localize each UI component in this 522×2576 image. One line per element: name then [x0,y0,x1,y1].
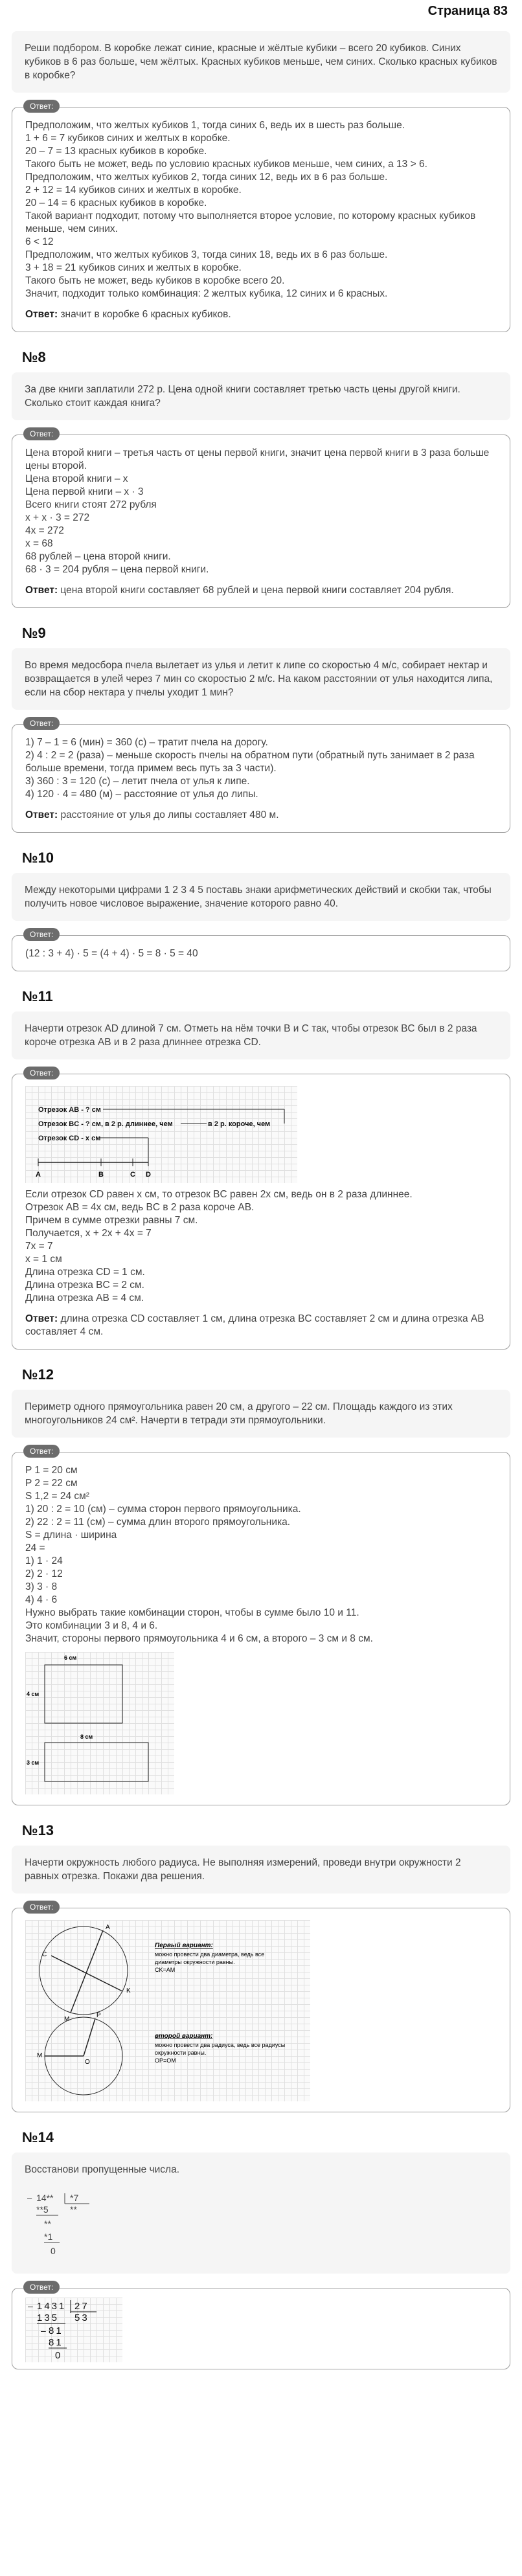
task-number: №12 [22,1366,54,1383]
point-c: C [130,1171,135,1179]
answer-badge: Ответ: [23,717,60,730]
final-text: длина отрезка CD составляет 1 см, длина отрезка BC составляет 2 см и длина отрезка AB составляет 4 см. [25,1313,484,1337]
answer-box [12,107,510,332]
puzzle-step3: *1 [44,2231,53,2242]
variant-1-text: CK=AM [155,1967,176,1973]
division-puzzle [25,2188,154,2259]
answer-line: Длина отрезка BC = 2 см. [25,1280,144,1291]
answer-line: Отрезок AB = 4x см, ведь BC в 2 раза короче AB. [25,1202,255,1213]
answer-line: 7x = 7 [25,1241,53,1252]
rect1-width-label: 6 см [64,1655,77,1661]
answer-line: (12 : 3 + 4) · 5 = (4 + 4) · 5 = 8 · 5 = 40 [25,948,198,959]
answer-line: x = 68 [25,538,53,549]
final-text: расстояние от улья до липы составляет 480 м. [58,809,279,820]
answer-line: 4) 120 · 4 = 480 (м) – расстояние от улья до липы. [25,789,258,800]
task-10-answer [12,930,510,971]
answer-line: 1) 20 : 2 = 10 (см) – сумма сторон первого прямоугольника. [25,1504,301,1515]
rectangle-1 [45,1665,122,1723]
answer-line: 4) 4 · 6 [25,1594,58,1605]
task-11 [0,988,522,1350]
answer-box [12,435,510,608]
circles-drawing [25,1920,310,2101]
rectangles-drawing [25,1652,174,1794]
answer-badge: Ответ: [23,1901,60,1914]
task-11-answer [12,1068,510,1350]
answer-line: P 2 = 22 см [25,1478,78,1489]
answer-line: 68 · 3 = 204 рубля – цена первой книги. [25,564,209,575]
solution-divisor: 27 [74,2301,89,2312]
division-solution [25,2298,122,2362]
variant-2-text: окружности равны. [155,2050,207,2056]
answer-box [12,724,510,833]
answer-line: 24 = [25,1542,45,1554]
task-8-statement: За две книги заплатили 272 р. Цена одной книги составляет третью часть цены другой книги. Сколько стоит каждая книга? [12,372,510,420]
answer-line: Предположим, что желтых кубиков 1, тогда синих 6, ведь их в шесть раз больше. [25,120,405,131]
task-7-answer [12,102,510,332]
task-12-answer [12,1447,510,1805]
task-14-text: Восстанови пропущенные числа. [25,2164,180,2175]
answer-line: 3) 3 · 8 [25,1581,58,1592]
final-answer [25,809,497,822]
puzzle-step1: **5 [36,2204,49,2215]
bc-label-2: в 2 р. короче, чем [208,1120,271,1128]
answer-line: Такого быть не может, ведь кубиков в коробке всего 20. [25,275,285,286]
answer-line: Значит, стороны первого прямоугольника 4 и 6 см, а второго – 3 см и 8 см. [25,1633,373,1644]
answer-line: Предположим, что желтых кубиков 3, тогда синих 18, ведь их в 6 раз больше. [25,249,388,260]
puzzle-quotient: ** [70,2204,77,2215]
answer-box [12,1452,510,1805]
task-14 [0,2129,522,2369]
answer-line: 1 + 6 = 7 кубиков синих и желтых в коробке. [25,133,231,144]
page-title: Страница 83 [427,4,508,18]
task-number: №14 [22,2129,54,2145]
answer-line: 1) 1 · 24 [25,1555,63,1566]
svg-text:–: – [28,2301,33,2311]
task-number: №9 [22,625,46,641]
final-answer [25,1313,497,1339]
variant-1-text: можно провести два диаметра, ведь все [155,1951,265,1958]
variant-2-text: можно провести два радиуса, ведь все радиусы [155,2042,286,2048]
answer-line: Всего книги стоят 272 рубля [25,499,157,510]
puzzle-rest: 0 [51,2246,56,2256]
final-answer [25,584,497,597]
point-a: A [36,1171,41,1179]
solution-step2: 81 [49,2325,63,2336]
answer-line: 2) 2 · 12 [25,1568,63,1579]
answer-line: P 1 = 20 см [25,1465,78,1476]
cd-label: Отрезок CD - x см [38,1135,101,1142]
answer-line: Это комбинации 3 и 8, 4 и 6. [25,1620,158,1631]
answer-line: Причем в сумме отрезки равны 7 см. [25,1215,198,1226]
task-number: №11 [22,988,53,1004]
task-number: №8 [22,349,46,365]
ab-label: Отрезок AB - ? см [38,1106,101,1114]
variant-2-text: OP=OM [155,2057,176,2064]
point-m: M [64,2016,70,2023]
task-number: №10 [22,850,54,866]
final-text: цена второй книги составляет 68 рублей и цена первой книги составляет 204 рубля. [58,585,454,596]
task-14-answer [12,2283,510,2369]
page-header [0,0,522,28]
answer-line: Цена второй книги – x [25,473,128,484]
rect2-width-label: 8 см [80,1734,93,1740]
task-14-statement [12,2152,510,2274]
answer-line: Получается, x + 2x + 4x = 7 [25,1228,152,1239]
answer-badge: Ответ: [23,1445,60,1458]
task-13-statement: Начерти окружность любого радиуса. Не выполняя измерений, проведи внутри окружности 2 равных отрезка. Покажи два решения. [12,1846,510,1893]
final-text: значит в коробке 6 красных кубиков. [58,309,231,320]
solution-step1: 135 [37,2312,60,2323]
answer-line: Такой вариант подходит, потому что выполняется второе условие, по которому красных кубиков меньше, чем синих. [25,210,479,234]
task-8-answer [12,429,510,608]
task-12 [0,1366,522,1805]
task-9-answer [12,719,510,833]
point-p: P [96,2012,101,2019]
solution-rest: 0 [55,2350,61,2361]
task-7 [0,31,522,332]
solution-quotient: 53 [74,2312,89,2323]
circles-figure [25,1920,310,2101]
segment-figure [25,1086,297,1183]
answer-box [12,1074,510,1350]
answer-line: 4x = 272 [25,525,64,536]
task-8 [0,349,522,608]
bc-label: Отрезок BC - ? см, в 2 р. длиннее, чем [38,1120,173,1128]
point-k: K [126,1987,131,1994]
point-b: B [98,1171,104,1179]
answer-line: 2) 22 : 2 = 11 (см) – сумма длин второго прямоугольника. [25,1517,291,1528]
answer-box [12,935,510,971]
final-label: Ответ: [25,1313,58,1324]
final-label: Ответ: [25,809,58,820]
final-label: Ответ: [25,585,58,596]
answer-line: Длина отрезка AB = 4 см. [25,1293,144,1304]
diameter-am [71,1930,103,2013]
answer-badge: Ответ: [23,928,60,941]
rect1-height-label: 4 см [27,1691,40,1697]
answer-line: 2) 4 : 2 = 2 (раза) – меньше скорость пчелы на обратном пути (обратный путь занимает в 2 раза больше времени, тогда примем весь путь за 3 части). [25,750,477,774]
answer-badge: Ответ: [23,100,60,113]
answer-line: Такого быть не может, ведь по условию красных кубиков меньше, чем синих, а 13 > 6. [25,159,427,170]
answer-line: Нужно выбрать такие комбинации сторон, чтобы в сумме было 10 и 11. [25,1607,359,1618]
task-11-statement: Начерти отрезок AD длиной 7 см. Отметь на нём точки B и C так, чтобы отрезок BC был в 2 раза короче отрезка AB и в 2 раза длиннее отрезка CD. [12,1011,510,1059]
answer-line: 20 – 14 = 6 красных кубиков в коробке. [25,198,207,209]
answer-line: 3) 360 : 3 = 120 (с) – летит пчела от улья к липе. [25,776,250,787]
svg-text:–: – [41,2325,46,2336]
answer-line: 6 < 12 [25,236,54,247]
rect2-height-label: 3 см [27,1759,40,1766]
task-10 [0,850,522,971]
solution-step3: 81 [49,2337,63,2348]
task-13 [0,1822,522,2112]
task-13-answer [12,1903,510,2112]
answer-line: Если отрезок CD равен x см, то отрезок BC равен 2x см, ведь он в 2 раза длиннее. [25,1189,413,1200]
point-o: O [85,2059,90,2066]
task-9-statement: Во время медосбора пчела вылетает из улья и летит к липе со скоростью 4 м/с, собирает нектар и возвращается в улей через 7 мин со скоростью 2 м/с. На каком расстоянии от улья находится липа, если на сбор нектара у пчелы уходит 1 мин? [12,648,510,710]
answer-line: x = 1 см [25,1254,62,1265]
answer-line: Значит, подходит только комбинация: 2 желтых кубика, 12 синих и 6 красных. [25,288,388,299]
answer-badge: Ответ: [23,427,60,440]
rectangle-2 [45,1743,148,1781]
task-7-statement: Реши подбором. В коробке лежат синие, красные и жёлтые кубики – всего 20 кубиков. Синих кубиков в 6 раз больше, чем жёлтых. Красных кубиков меньше, чем синих. Сколько красных кубиков в коробке? [12,31,510,93]
answer-badge: Ответ: [23,2281,60,2294]
answer-line: S = длина · ширина [25,1530,117,1541]
answer-line: Предположим, что желтых кубиков 2, тогда синих 12, ведь их в 6 раз больше. [25,172,388,183]
variant-1-text: диаметры окружности равны. [155,1959,235,1965]
task-10-statement: Между некоторыми цифрами 1 2 3 4 5 поставь знаки арифметических действий и скобки так, чтобы получить новое числовое выражение, значение которого равно 40. [12,873,510,921]
task-12-statement: Периметр одного прямоугольника равен 20 см, а другого – 22 см. Площадь каждого из этих многоугольников 24 см². Начерти в тетради эти прямоугольники. [12,1390,510,1438]
answer-line: Цена второй книги – третья часть от цены первой книги, значит цена первой книги в 3 раза больше цены второй. [25,447,492,471]
answer-line: 3 + 18 = 21 кубиков синих и желтых в коробке. [25,262,242,273]
task-9 [0,625,522,833]
variant-2-title: второй вариант: [155,2033,213,2040]
answer-line: 2 + 12 = 14 кубиков синих и желтых в коробке. [25,185,242,196]
puzzle-divisor: *7 [70,2193,79,2203]
variant-1-title: Первый вариант: [155,1942,213,1949]
segment-drawing [25,1086,297,1183]
final-label: Ответ: [25,309,58,320]
division-solution-drawing [25,2298,122,2362]
final-answer [25,308,497,321]
puzzle-step2: ** [44,2219,51,2229]
point-d: D [146,1171,151,1179]
rectangles-figure [25,1652,174,1794]
point-a: A [106,1924,110,1931]
answer-line: 68 рублей – цена второй книги. [25,551,171,562]
solution-dividend: 1431 [37,2301,67,2312]
point-m2: M [37,2052,43,2059]
puzzle-dividend: 14** [36,2193,54,2203]
point-c: C [42,1951,47,1958]
diameter-ck [51,1956,122,1991]
answer-line: Длина отрезка CD = 1 см. [25,1267,145,1278]
radius-op [84,2018,95,2056]
circle-1 [40,1926,128,2015]
answer-badge: Ответ: [23,1067,60,1079]
answer-line: Цена первой книги – x · 3 [25,486,144,497]
answer-line: S 1,2 = 24 см² [25,1491,89,1502]
answer-box [12,2288,510,2369]
answer-line: 20 – 7 = 13 красных кубиков в коробке. [25,146,207,157]
task-number: №13 [22,1822,54,1838]
answer-box [12,1908,510,2112]
answer-line: 1) 7 – 1 = 6 (мин) = 360 (с) – тратит пчела на дорогу. [25,737,268,748]
answer-line: x + x · 3 = 272 [25,512,90,523]
svg-text:–: – [27,2193,32,2203]
